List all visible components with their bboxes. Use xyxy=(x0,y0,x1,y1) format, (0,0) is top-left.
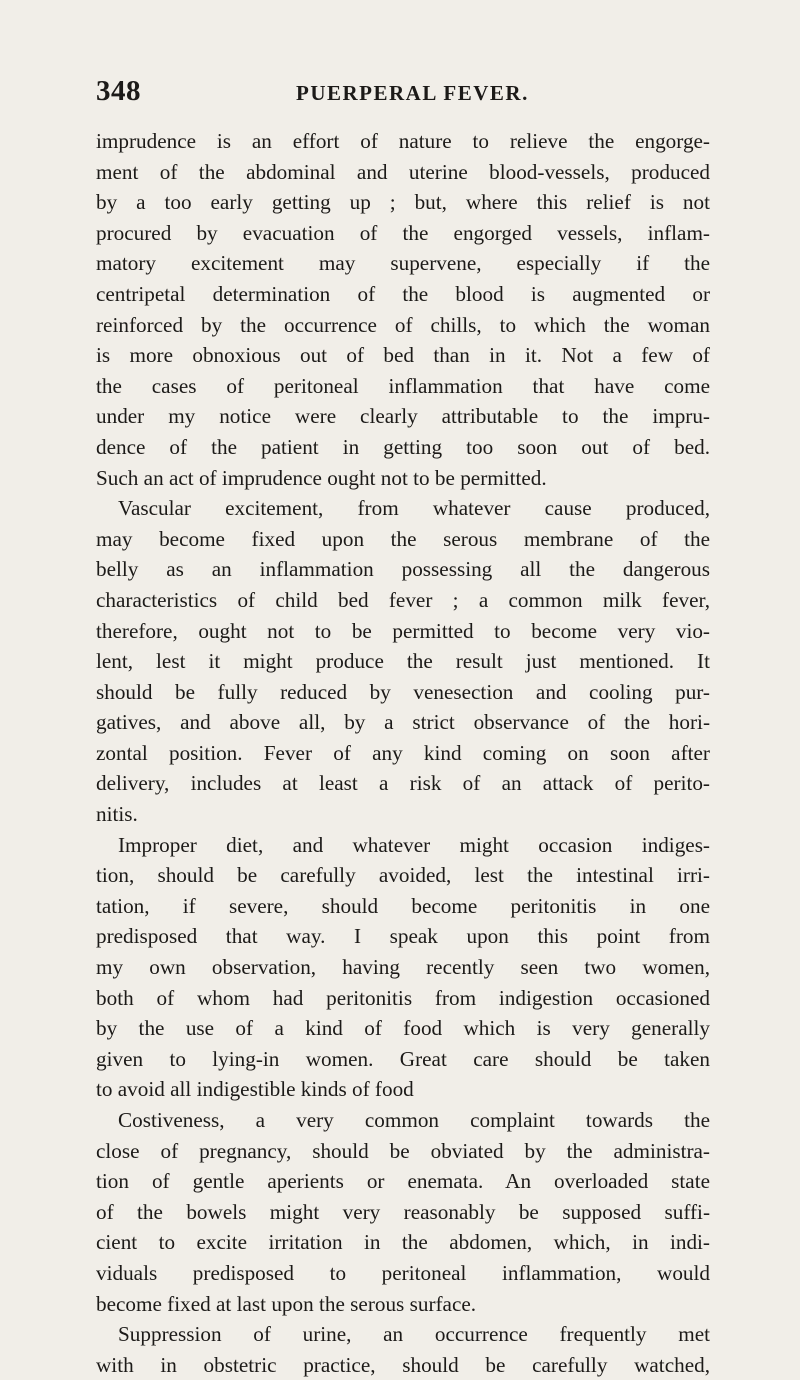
text-line: dence of the patient in getting too soon out of bed. xyxy=(96,434,710,459)
text-line: both of whom had peritonitis from indigestion occasioned xyxy=(96,985,710,1010)
text-line: centripetal determination of the blood is augmented or xyxy=(96,281,710,306)
text-line: matory excitement may supervene, especially if the xyxy=(96,251,710,276)
text-line: zontal position. Fever of any kind coming on soon after xyxy=(96,740,710,765)
text-line: predisposed that way. I speak upon this point from xyxy=(96,924,710,949)
text-line: cient to excite irritation in the abdomen, which, in indi- xyxy=(96,1230,710,1255)
text-line: by the use of a kind of food which is very generally xyxy=(96,1016,710,1041)
text-line: belly as an inflammation possessing all the dangerous xyxy=(96,557,710,582)
text-line: ment of the abdominal and uterine blood-vessels, produced xyxy=(96,159,710,184)
text-line: of the bowels might very reasonably be supposed suffi- xyxy=(96,1199,710,1224)
text-line: become fixed at last upon the serous surface. xyxy=(96,1291,477,1316)
text-line: under my notice were clearly attributable to the impru- xyxy=(96,404,710,429)
text-line: lent, lest it might produce the result just mentioned. It xyxy=(96,649,710,674)
text-line: procured by evacuation of the engorged vessels, inflam- xyxy=(96,220,710,245)
text-line: nitis. xyxy=(96,802,138,827)
text-line: Costiveness, a very common complaint towards the xyxy=(118,1108,710,1132)
text-line: close of pregnancy, should be obviated by the administra- xyxy=(96,1138,710,1163)
text-line: given to lying-in women. Great care should be taken xyxy=(96,1046,710,1071)
text-line: to avoid all indigestible kinds of food xyxy=(96,1077,414,1102)
text-line: with in obstetric practice, should be carefully watched, xyxy=(96,1352,710,1377)
text-line: Such an act of imprudence ought not to be permitted. xyxy=(96,465,547,490)
text-line: tion of gentle aperients or enemata. An overloaded state xyxy=(96,1169,710,1194)
text-line: should be fully reduced by venesection and cooling pur- xyxy=(96,679,710,704)
page-number: 348 xyxy=(96,75,141,107)
text-line: tion, should be carefully avoided, lest the intestinal irri- xyxy=(96,863,710,888)
text-line: my own observation, having recently seen two women, xyxy=(96,955,710,980)
text-line: the cases of peritoneal inflammation that have come xyxy=(96,373,710,398)
text-line: Improper diet, and whatever might occasion indiges- xyxy=(118,832,710,857)
text-line: delivery, includes at least a risk of an attack of perito- xyxy=(96,771,710,796)
text-line: Suppression of urine, an occurrence frequently met xyxy=(118,1322,710,1347)
text-line: therefore, ought not to be permitted to become very vio- xyxy=(96,618,710,643)
text-line: by a too early getting up ; but, where this relief is not xyxy=(96,190,710,215)
text-line: viduals predisposed to peritoneal inflammation, would xyxy=(96,1260,710,1285)
text-line: may become fixed upon the serous membrane of the xyxy=(96,526,710,551)
page-header xyxy=(96,74,716,108)
text-line: is more obnoxious out of bed than in it. Not a few of xyxy=(96,343,710,368)
text-line: characteristics of child bed fever ; a common milk fever, xyxy=(96,587,710,612)
body-text xyxy=(96,126,710,1380)
text-line: gatives, and above all, by a strict observance of the hori- xyxy=(96,710,710,735)
text-line: imprudence is an effort of nature to relieve the engorge- xyxy=(96,129,710,153)
running-head: PUERPERAL FEVER. xyxy=(296,81,529,105)
text-line: tation, if severe, should become peritonitis in one xyxy=(96,893,710,918)
text-line: Vascular excitement, from whatever cause produced, xyxy=(118,496,710,521)
text-line: reinforced by the occurrence of chills, to which the woman xyxy=(96,312,710,337)
